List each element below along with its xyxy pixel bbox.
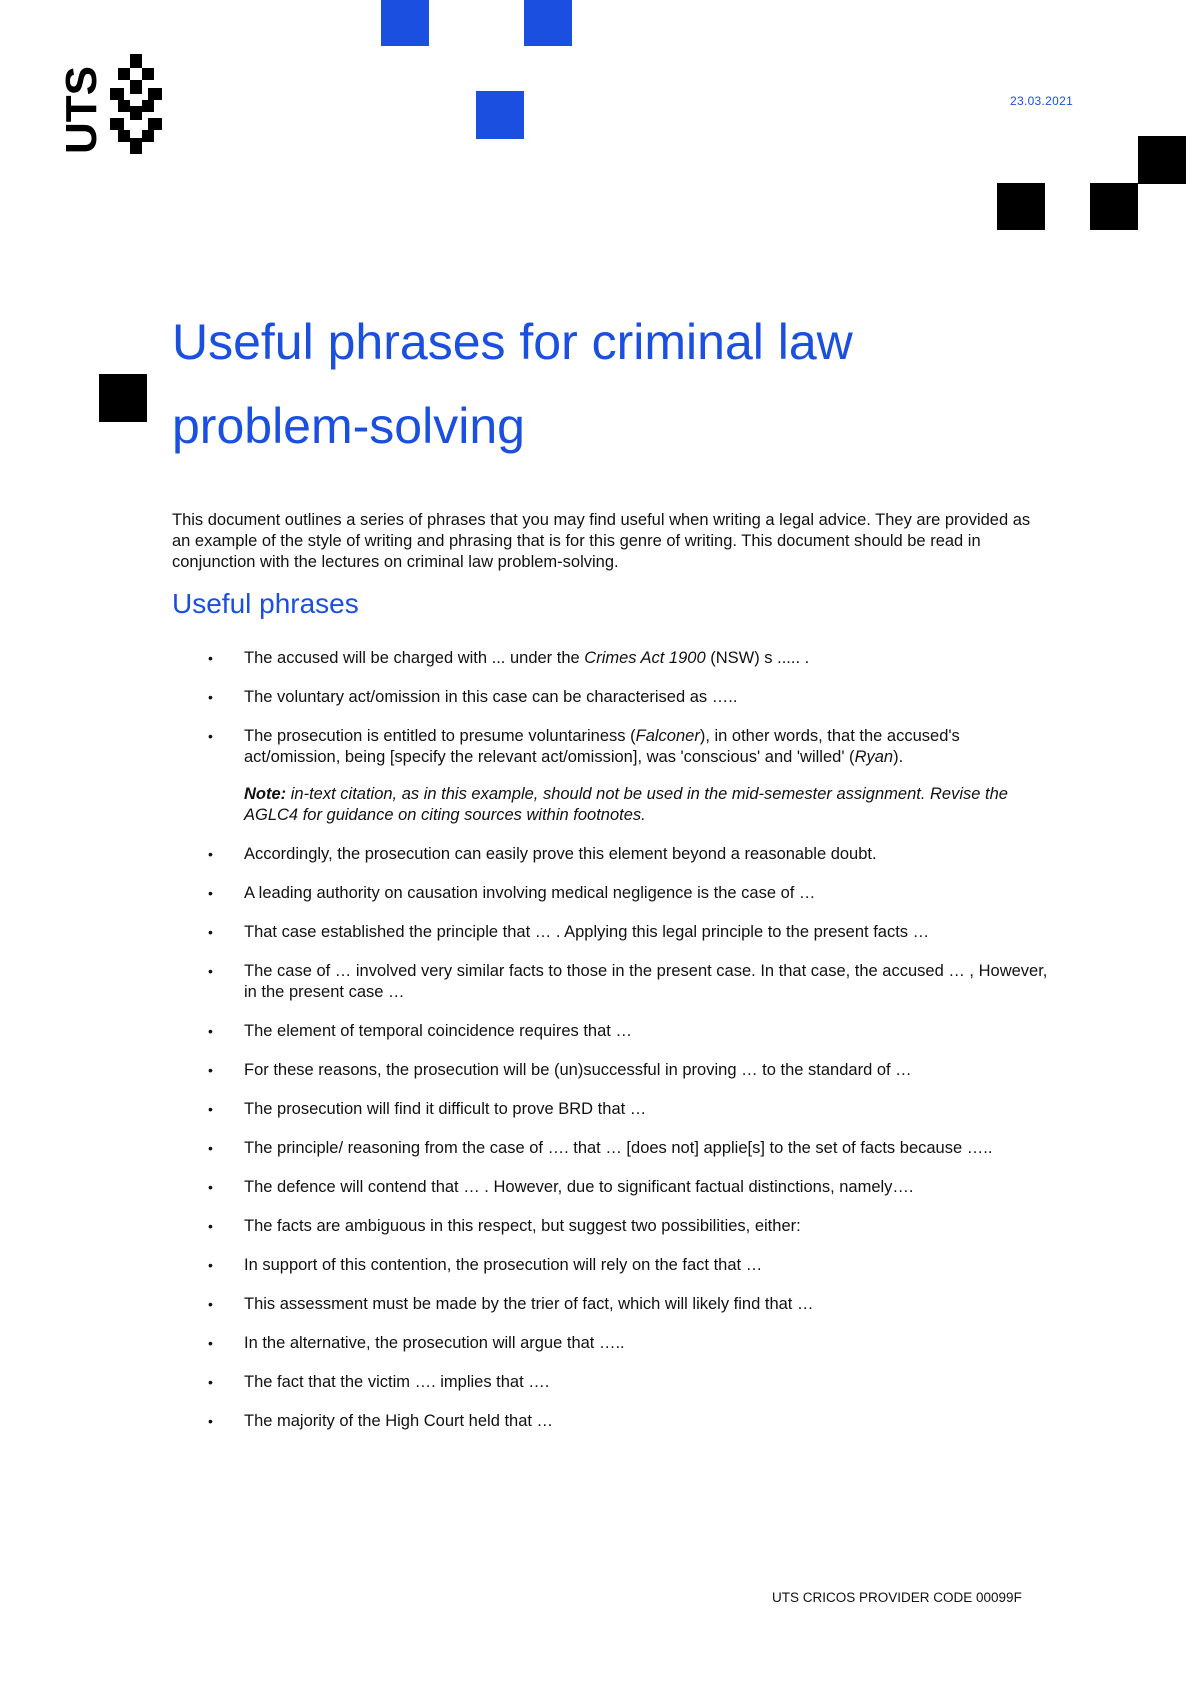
decor-square-blue-2 — [524, 0, 572, 46]
phrase-text: The prosecution is entitled to presume voluntariness ( — [244, 727, 636, 745]
case-name: Ryan — [854, 748, 894, 766]
bullet: • — [208, 1062, 213, 1078]
list-item — [172, 1411, 1052, 1432]
bullet: • — [208, 885, 213, 901]
bullet: • — [208, 1218, 213, 1234]
note-item — [172, 784, 1052, 826]
bullet: • — [208, 1335, 213, 1351]
list-item — [172, 1294, 1052, 1315]
section-heading: Useful phrases — [172, 588, 359, 619]
list-item — [172, 1060, 1052, 1081]
phrase-text: The prosecution will find it difficult to prove BRD that … — [244, 1100, 647, 1118]
phrase-text: The element of temporal coincidence requires that … — [244, 1022, 632, 1040]
title-line-2: problem-solving — [172, 398, 525, 454]
list-item — [172, 1021, 1052, 1042]
list-item — [172, 687, 1052, 708]
list-item — [172, 961, 1052, 1003]
list-item — [172, 1372, 1052, 1393]
page-title — [172, 300, 1052, 468]
list-item — [172, 844, 1052, 865]
title-line-1: Useful phrases for criminal law — [172, 314, 853, 370]
list-item — [172, 726, 1052, 768]
act-name: Crimes Act 1900 — [584, 649, 706, 667]
uts-logo — [54, 54, 164, 158]
list-item — [172, 883, 1052, 904]
phrase-text: Accordingly, the prosecution can easily prove this element beyond a reasonable doubt. — [244, 845, 877, 863]
phrase-text: That case established the principle that … . Applying this legal principle to the present facts … — [244, 923, 930, 941]
phrase-text: For these reasons, the prosecution will be (un)successful in proving … to the standard of … — [244, 1061, 912, 1079]
document-date: 23.03.2021 — [1010, 94, 1074, 108]
phrase-text: ), in other words, that the accused's act/omission, being [specify the relevant act/omission], was 'conscious' and 'willed' ( — [244, 727, 960, 766]
bullet: • — [208, 1413, 213, 1429]
list-item — [172, 1177, 1052, 1198]
bullet: • — [208, 650, 213, 666]
decor-square-black-2 — [997, 183, 1045, 230]
phrase-text: The accused will be charged with ... under the — [244, 649, 585, 667]
phrase-text: The voluntary act/omission in this case can be characterised as ….. — [244, 688, 738, 706]
footer-cricos-code: UTS CRICOS PROVIDER CODE 00099F — [772, 1590, 1022, 1605]
phrase-list — [172, 648, 1052, 1450]
list-item — [172, 1333, 1052, 1354]
bullet: • — [208, 728, 213, 744]
bullet: • — [208, 846, 213, 862]
bullet: • — [208, 1257, 213, 1273]
uts-logo-text: UTS — [57, 66, 106, 154]
phrase-text: A leading authority on causation involving medical negligence is the case of … — [244, 884, 816, 902]
bullet: • — [208, 924, 213, 940]
decor-square-black-3 — [1090, 183, 1138, 230]
uts-logo-graphic — [54, 54, 164, 158]
phrase-text: ). — [893, 748, 904, 766]
bullet: • — [208, 963, 213, 979]
list-item — [172, 648, 1052, 669]
phrase-text: This assessment must be made by the trier of fact, which will likely find that … — [244, 1295, 814, 1313]
phrase-text: The majority of the High Court held that … — [244, 1412, 554, 1430]
list-item — [172, 922, 1052, 943]
bullet: • — [208, 1101, 213, 1117]
decor-square-black-1 — [1138, 136, 1186, 184]
bullet: • — [208, 1023, 213, 1039]
bullet: • — [208, 689, 213, 705]
bullet: • — [208, 1296, 213, 1312]
phrase-text: The case of … involved very similar facts to those in the present case. In that case, the accused … , However, in the present case … — [244, 962, 1048, 1001]
list-item — [172, 1138, 1052, 1159]
decor-square-black-4 — [99, 374, 147, 422]
list-item — [172, 1255, 1052, 1276]
phrase-text: The fact that the victim …. implies that …. — [244, 1373, 550, 1391]
bullet: • — [208, 1140, 213, 1156]
phrase-text: The defence will contend that … . However, due to significant factual distinctions, namely…. — [244, 1178, 914, 1196]
bullet: • — [208, 1179, 213, 1195]
case-name: Falconer — [635, 727, 700, 745]
phrase-text: In support of this contention, the prosecution will rely on the fact that … — [244, 1256, 763, 1274]
phrase-text: (NSW) s ..... . — [705, 649, 810, 667]
phrase-text: The principle/ reasoning from the case of …. that … [does not] applie[s] to the set of facts because ….. — [244, 1139, 993, 1157]
note-text: in-text citation, as in this example, should not be used in the mid-semester assignment. Revise the AGLC4 for guidance on citing sources within footnotes. — [244, 785, 1008, 824]
bullet: • — [208, 1374, 213, 1390]
phrase-text: The facts are ambiguous in this respect, but suggest two possibilities, either: — [244, 1217, 801, 1235]
note-label: Note: — [244, 785, 287, 803]
decor-square-blue-3 — [476, 91, 524, 139]
list-item — [172, 1216, 1052, 1237]
intro-paragraph: This document outlines a series of phrases that you may find useful when writing a legal advice. They are provided as an example of the style of writing and phrasing that is for this genre of writing. This document should be read in conjunction with the lectures on criminal law problem-solving. — [172, 511, 1031, 571]
list-item — [172, 1099, 1052, 1120]
phrase-text: In the alternative, the prosecution will argue that ….. — [244, 1334, 625, 1352]
decor-square-blue-1 — [381, 0, 429, 46]
